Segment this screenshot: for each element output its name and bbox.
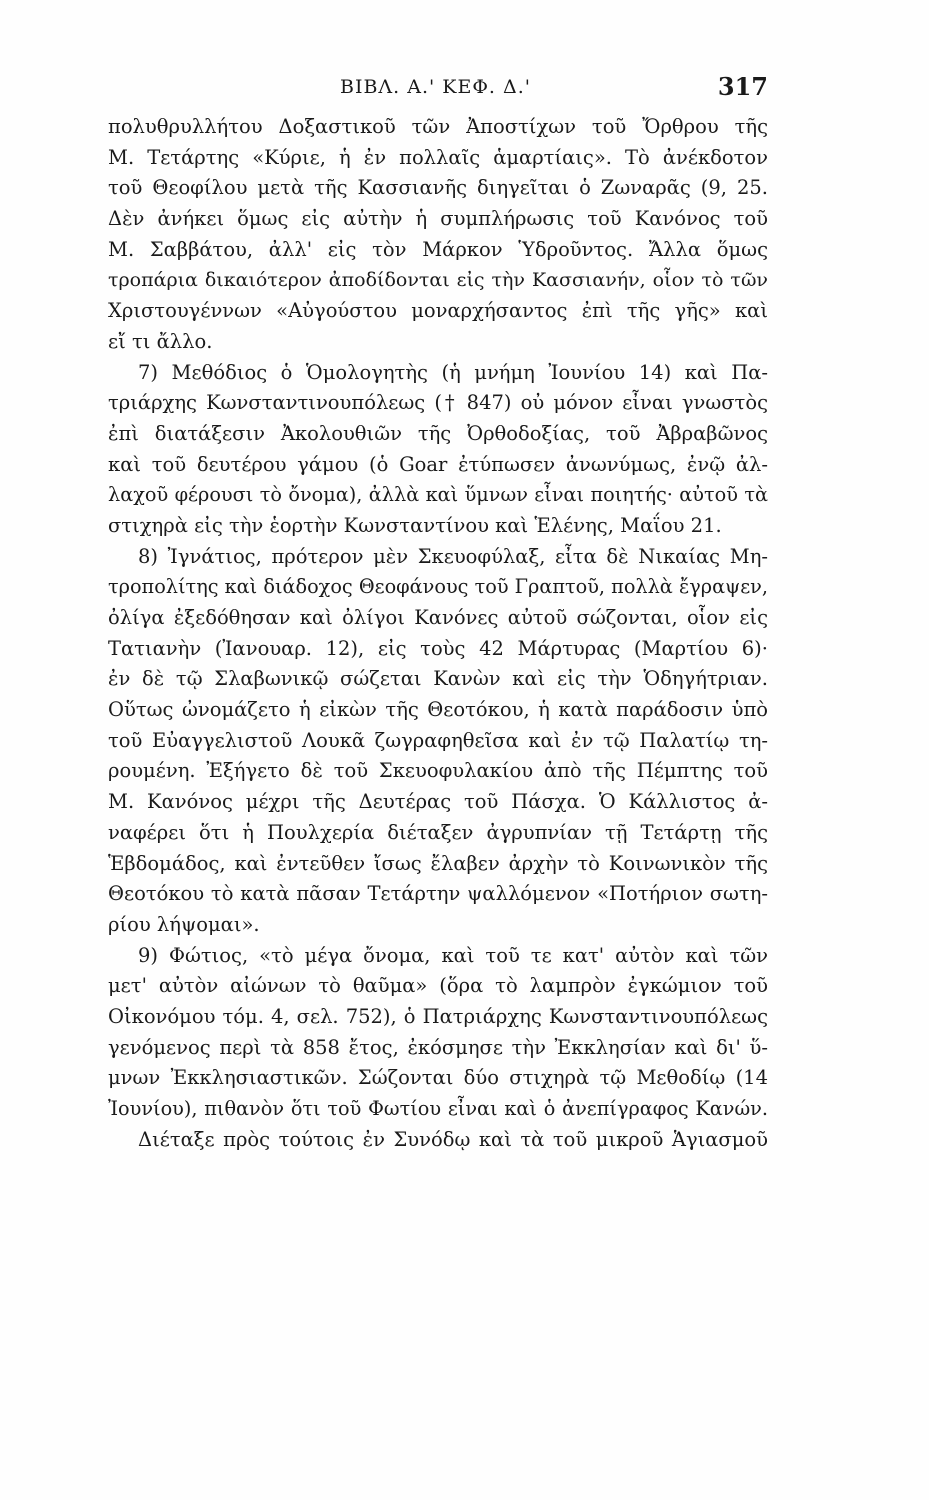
text-line: εἴ τι ἄλλο. <box>108 329 213 353</box>
text-line: στιχηρὰ εἰς τὴν ἑορτὴν Κωνσταντίνου καὶ Ἑλένης, Μαΐου 21. <box>108 513 722 537</box>
paragraph-start-line: 7) Μεθόδιος ὁ Ὁμολογητὴς (ἡ μνήμη Ἰουνίου 14) καὶ Πα- <box>138 360 768 384</box>
page-header <box>108 72 768 106</box>
text-line: Οὕτως ὠνομάζετο ἡ εἰκὼν τῆς Θεοτόκου, ἡ κατὰ παράδοσιν ὑπὸ <box>108 698 768 722</box>
text-line: μνων Ἐκκλησιαστικῶν. Σώζονται δύο στιχηρὰ τῷ Μεθοδίῳ (14 <box>108 1066 768 1090</box>
text-line: Ἰουνίου), πιθανὸν ὅτι τοῦ Φωτίου εἶναι καὶ ὁ ἀνεπίγραφος Κανών. <box>108 1097 768 1120</box>
text-line: Μ. Τετάρτης «Κύριε, ἡ ἐν πολλαῖς ἁμαρτίαις». Τὸ ἀνέκδοτον <box>108 145 768 169</box>
paragraph-start-line: Διέταξε πρὸς τούτοις ἐν Συνόδῳ καὶ τὰ τοῦ μικροῦ Ἁγιασμοῦ <box>138 1127 768 1151</box>
text-line: Μ. Σαββάτου, ἀλλ' εἰς τὸν Μάρκον Ὑδροῦντος. Ἄλλα ὅμως <box>108 237 768 261</box>
text-line: Δὲν ἀνήκει ὅμως εἰς αὐτὴν ἡ συμπλήρωσις τοῦ Κανόνος τοῦ <box>108 207 768 231</box>
text-line: Θεοτόκου τὸ κατὰ πᾶσαν Τετάρτην ψαλλόμενον «Ποτήριον σωτη- <box>108 882 768 906</box>
text-line: λαχοῦ φέρουσι τὸ ὄνομα), ἀλλὰ καὶ ὕμνων εἶναι ποιητής· αὐτοῦ τὰ <box>108 483 768 507</box>
text-line: Μ. Κανόνος μέχρι τῆς Δευτέρας τοῦ Πάσχα. Ὁ Κάλλιστος ἀ- <box>108 790 768 814</box>
paragraph-start-line: 9) Φώτιος, «τὸ μέγα ὄνομα, καὶ τοῦ τε κατ' αὐτὸν καὶ τῶν <box>138 943 768 967</box>
text-line: γενόμενος περὶ τὰ 858 ἔτος, ἐκόσμησε τὴν Ἐκκλησίαν καὶ δι' ὕ- <box>108 1035 768 1059</box>
text-line: τοῦ Εὐαγγελιστοῦ Λουκᾶ ζωγραφηθεῖσα καὶ ἐν τῷ Παλατίῳ τη- <box>108 728 768 752</box>
page-number: 317 <box>717 72 768 101</box>
text-line: ρίου λήψομαι». <box>108 912 260 936</box>
text-line: ναφέρει ὅτι ἡ Πουλχερία διέταξεν ἀγρυπνίαν τῇ Τετάρτῃ τῆς <box>108 820 768 844</box>
text-line: μετ' αὐτὸν αἰώνων τὸ θαῦμα» (ὅρα τὸ λαμπρὸν ἐγκώμιον τοῦ <box>108 974 768 998</box>
text-line: Χριστουγέννων «Αὐγούστου μοναρχήσαντος ἐπὶ τῆς γῆς» καὶ <box>108 299 768 323</box>
text-line: ρουμένη. Ἐξήγετο δὲ τοῦ Σκευοφυλακίου ἀπὸ τῆς Πέμπτης τοῦ <box>108 759 768 783</box>
paragraph-start-line: 8) Ἰγνάτιος, πρότερον μὲν Σκευοφύλαξ, εἶτα δὲ Νικαίας Μη- <box>138 544 768 568</box>
text-line: Οἰκονόμου τόμ. 4, σελ. 752), ὁ Πατριάρχης Κωνσταντινουπόλεως <box>108 1004 768 1028</box>
body-text <box>108 112 768 1155</box>
text-line: ἐπὶ διατάξεσιν Ἀκολουθιῶν τῆς Ὀρθοδοξίας, τοῦ Ἀβραβῶνος <box>108 421 768 445</box>
text-line: τοῦ Θεοφίλου μετὰ τῆς Κασσιανῆς διηγεῖται ὁ Ζωναρᾶς (9, 25. <box>108 176 768 200</box>
text-line: τροπάρια δικαιότερον ἀποδίδονται εἰς τὴν Κασσιανήν, οἷον τὸ τῶν <box>108 269 768 292</box>
text-line: καὶ τοῦ δευτέρου γάμου (ὁ Goar ἐτύπωσεν ἀνωνύμως, ἐνῷ ἀλ- <box>108 452 768 476</box>
running-head: ΒΙΒΛ. Α.' ΚΕΦ. Δ.' <box>340 76 531 98</box>
text-line: πολυθρυλλήτου Δοξαστικοῦ τῶν Ἀποστίχων τοῦ Ὄρθρου τῆς <box>108 115 768 138</box>
text-line: Τατιανὴν (Ἰανουαρ. 12), εἰς τοὺς 42 Μάρτυρας (Μαρτίου 6)· <box>108 636 768 660</box>
text-line: ὀλίγα ἐξεδόθησαν καὶ ὀλίγοι Κανόνες αὐτοῦ σώζονται, οἷον εἰς <box>108 606 768 629</box>
text-line: τροπολίτης καὶ διάδοχος Θεοφάνους τοῦ Γραπτοῦ, πολλὰ ἔγραψεν, <box>108 575 768 599</box>
text-line: ἐν δὲ τῷ Σλαβωνικῷ σώζεται Κανὼν καὶ εἰς τὴν Ὁδηγήτριαν. <box>108 667 768 691</box>
text-line: τριάρχης Κωνσταντινουπόλεως († 847) οὐ μόνον εἶναι γνωστὸς <box>108 391 768 415</box>
text-line: Ἑβδομάδος, καὶ ἐντεῦθεν ἴσως ἔλαβεν ἀρχὴν τὸ Κοινωνικὸν τῆς <box>108 851 768 875</box>
